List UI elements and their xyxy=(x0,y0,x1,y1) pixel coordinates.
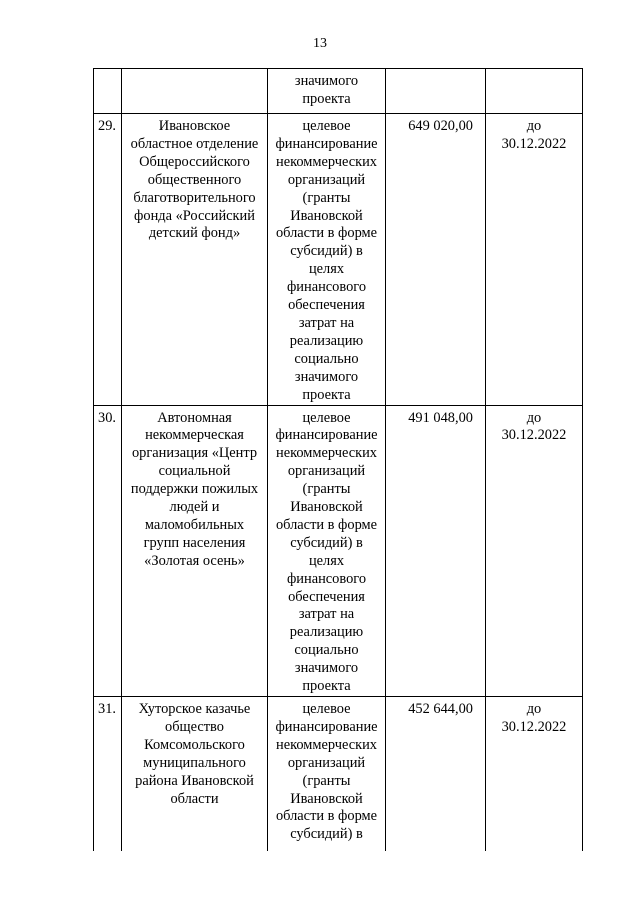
funding-purpose: целевое финансирование некоммерческих организаций (гранты Ивановской области в форме субсидий) в xyxy=(268,697,386,852)
deadline: до 30.12.2022 xyxy=(486,114,583,406)
table-row xyxy=(94,697,583,852)
funding-purpose: целевое финансирование некоммерческих организаций (гранты Ивановской области в форме субсидий) в целях финансового обеспечения затрат на реализацию социально значимого проекта xyxy=(268,114,386,406)
grant-amount xyxy=(386,69,486,114)
funding-purpose: значимого проекта xyxy=(268,69,386,114)
row-number: 29. xyxy=(94,114,122,406)
page-number: 13 xyxy=(313,36,327,51)
grants-table xyxy=(93,68,583,851)
organization-name: Автономная некоммерческая организация «Центр социальной поддержки пожилых людей и маломобильных групп населения «Золотая осень» xyxy=(122,405,268,697)
deadline: до 30.12.2022 xyxy=(486,405,583,697)
funding-purpose: целевое финансирование некоммерческих организаций (гранты Ивановской области в форме субсидий) в целях финансового обеспечения затрат на реализацию социально значимого проекта xyxy=(268,405,386,697)
table-row xyxy=(94,405,583,697)
table-row xyxy=(94,69,583,114)
grant-amount: 649 020,00 xyxy=(386,114,486,406)
row-number: 30. xyxy=(94,405,122,697)
grant-amount: 491 048,00 xyxy=(386,405,486,697)
organization-name xyxy=(122,69,268,114)
row-number xyxy=(94,69,122,114)
deadline xyxy=(486,69,583,114)
organization-name: Ивановское областное отделение Общероссийского общественного благотворительного фонда «Российский детский фонд» xyxy=(122,114,268,406)
row-number: 31. xyxy=(94,697,122,852)
deadline: до 30.12.2022 xyxy=(486,697,583,852)
organization-name: Хуторское казачье общество Комсомольского муниципального района Ивановской области xyxy=(122,697,268,852)
grant-amount: 452 644,00 xyxy=(386,697,486,852)
table-row xyxy=(94,114,583,406)
